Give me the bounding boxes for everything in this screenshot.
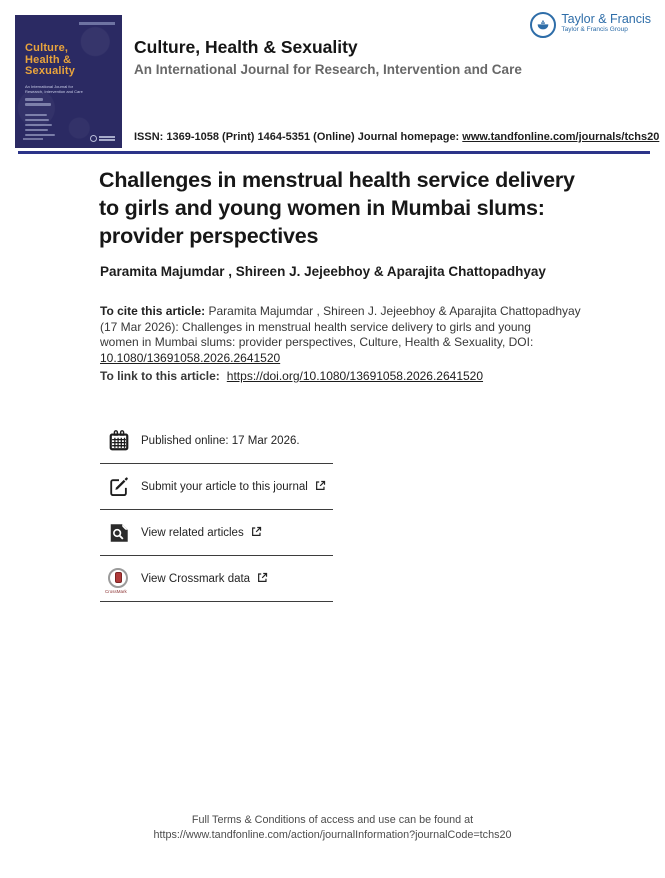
- external-link-icon: [251, 526, 262, 540]
- cover-issn-text: [23, 138, 43, 141]
- header-divider-rule: [18, 151, 650, 154]
- crossmark-caption: CrossMark: [105, 588, 127, 594]
- cover-journal-title: Culture, Health & Sexuality: [25, 42, 76, 77]
- submit-article-icon: [108, 476, 130, 498]
- cite-doi-link[interactable]: 10.1080/13691058.2026.2641520: [100, 350, 281, 365]
- issn-homepage-line: [134, 131, 659, 143]
- publisher-brand: [530, 12, 651, 38]
- article-doi-link[interactable]: https://doi.org/10.1080/13691058.2026.2641520: [226, 369, 484, 383]
- journal-subtitle: An International Journal for Research, Intervention and Care: [134, 62, 522, 77]
- submit-article-label[interactable]: Submit your article to this journal: [141, 480, 308, 493]
- crossmark-label[interactable]: View Crossmark data: [141, 572, 251, 585]
- related-articles-label[interactable]: View related articles: [141, 526, 244, 539]
- brand-group: Taylor & Francis Group: [561, 26, 628, 33]
- external-link-icon: [257, 572, 268, 586]
- cover-publisher-logo: [90, 135, 115, 142]
- citation-block: To cite this article: Paramita Majumdar , Shireen J. Jejeebhoy & Aparajita Chattopadhyay (17 Mar 2026): Challenges in menstrual health service delivery to girls and young women in Mumbai slums: provider perspectives, Culture, Health & Sexuality, DOI: 10.1080/13691058.2026.2641520: [100, 304, 581, 365]
- article-title: Challenges in menstrual health service delivery to girls and young women in Mumbai slums: provider perspectives: [99, 168, 575, 248]
- terms-line: Full Terms & Conditions of access and use can be found at: [191, 814, 474, 826]
- cite-label: To cite this article:: [100, 304, 206, 318]
- published-online-row: [100, 418, 333, 464]
- brand-name: Taylor & Francis: [561, 12, 651, 26]
- link-to-article-line: [100, 369, 483, 383]
- article-actions-list: [100, 418, 333, 602]
- submit-article-row[interactable]: [100, 464, 333, 510]
- taylor-francis-logo-icon: [530, 12, 556, 38]
- crossmark-icon: [105, 568, 130, 594]
- journal-homepage-link[interactable]: www.tandfonline.com/journals/tchs20: [462, 131, 660, 143]
- related-articles-row[interactable]: [100, 510, 333, 556]
- journal-title: Culture, Health & Sexuality: [134, 37, 358, 57]
- cover-journal-subtitle: An International Journal for Research, Intervention and Care: [25, 84, 83, 94]
- related-articles-icon: [108, 522, 130, 544]
- link-label: To link to this article:: [100, 369, 220, 383]
- journal-cover-image: [15, 15, 122, 148]
- published-online-label: Published online: 17 Mar 2026.: [141, 434, 300, 447]
- crossmark-row[interactable]: [100, 556, 333, 602]
- article-authors: Paramita Majumdar , Shireen J. Jejeebhoy & Aparajita Chattopadhyay: [100, 264, 546, 279]
- cover-volume-text: [79, 22, 115, 25]
- terms-url: https://www.tandfonline.com/action/journalInformation?journalCode=tchs20: [153, 828, 512, 841]
- terms-footer: [0, 813, 665, 842]
- issn-text: ISSN: 1369-1058 (Print) 1464-5351 (Online) Journal homepage:: [134, 131, 460, 143]
- calendar-icon: [108, 430, 130, 452]
- cover-editor-text: [25, 98, 55, 139]
- external-link-icon: [315, 480, 326, 494]
